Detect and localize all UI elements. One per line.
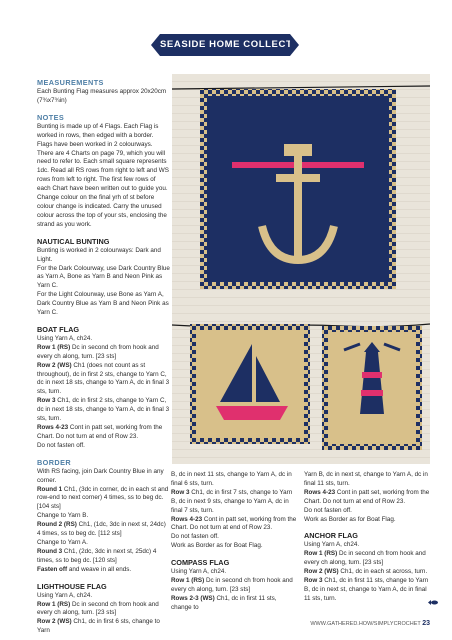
lighthouse-row-1 [37,601,170,619]
boat-row-3 [37,397,170,424]
lighthouse-line-1: Using Yarn A, ch24. [37,591,93,599]
column-left [37,78,170,636]
section-banner [160,34,312,56]
measurements-text: Each Bunting Flag measures approx 20x20cm (7¾x7¾in) [37,88,167,104]
page-footer [310,620,430,627]
compass-line-1: Using Yarn A, ch24. [171,568,227,576]
row-text: Ch1, dc in first 7 sts, change to Yarn B, dc in next 9 sts, change to Yarn A, dc in final 7 sts, turn. [171,488,293,514]
row-label: Rows 4-23 [304,488,336,496]
row-label: Rows 4-23 [37,424,69,431]
anchor-row-3 [304,577,432,604]
border-line-3: Change to Yarn A. [37,538,88,546]
row-text: Cont in patt set, working from the Chart. Do not turn at end of Row 23. [304,488,430,505]
nautical-line-3: For the Light Colourway, use Bone as Yarn A, Dark Country Blue as Yarn B and Neon Pink as Yarn C. [37,291,169,317]
border-line-2: Change to Yarn B. [37,512,89,520]
row-label: Rows 4-23 [171,515,203,523]
lighthouse-flag [322,326,422,450]
bunting-photo [172,74,430,464]
boat-heading: BOAT FLAG [37,324,80,334]
measurements-heading: MEASUREMENTS [37,78,104,87]
row-text: Ch1 (does not count as st throughout), dc in first 2 sts, change to Yarn C, dc in next 18 sts, change to Yarn A, dc in final 3 sts, turn. [37,361,170,396]
lighthouse-row-2 [37,618,170,636]
lighthouse-end-1: Do not fasten off. [171,533,219,541]
row-label: Row 3 [37,397,56,405]
row-text: Ch1, (3dc in corner, dc in each st and row-end to next corner) 4 times, ss to beg dc. [104 sts] [37,485,169,511]
row-label: Row 3 [304,577,323,585]
row-text: and weave in all ends. [67,565,132,573]
row-text: Ch1, dc in first 11 sts, change to [171,594,277,611]
lighthouse-cont-line: B, dc in next 11 sts, change to Yarn A, dc in final 6 sts, turn. [171,471,292,487]
border-heading: BORDER [37,457,72,467]
row-label: Round 3 [37,547,63,555]
fish-icon [428,600,438,605]
lighthouse-row-3 [171,489,297,516]
row-text: Ch1, (1dc, 3dc in next st, 24dc) 4 times, ss to beg dc. [112 sts] [37,521,166,538]
column-right [304,471,432,604]
row-label: Round 1 [37,485,63,493]
boat-end: Do not fasten off. [37,441,85,449]
boat-row-2 [37,362,170,398]
row-text: Ch1, (2dc, 3dc in next st, 25dc) 4 times, ss to beg dc. [120 sts] [37,547,157,564]
row-label: Row 1 (RS) [37,343,71,351]
row-text: Ch1, dc in each st across, turn. [338,568,428,576]
compass-heading: COMPASS FLAG [171,558,230,568]
border-fasten [37,566,170,575]
boat-row-4 [37,424,170,442]
row-label: Rows 2-3 (WS) [171,594,215,602]
row-text: Cont in patt set, working from the Chart. Do not turn at end of Row 23. [37,424,163,440]
row-label: Row 2 (WS) [304,568,339,576]
anchor-row-2 [304,568,432,577]
nautical-line-1: Bunting is worked in 2 colourways: Dark and Light. [37,246,161,263]
nautical-line-2: For the Dark Colourway, use Dark Country Blue as Yarn A, Bone as Yarn B and Neon Pink as Yarn C. [37,264,170,290]
banner-label: SEASIDE HOME COLLECTION [160,39,312,50]
row-text: Cont in patt set, working from the Chart. Do not turn at end of Row 23. [171,515,297,532]
row-label: Row 1 (RS) [37,600,71,608]
compass-row-4 [304,489,432,507]
row-label: Round 2 (RS) [37,521,77,529]
anchor-row-1 [304,550,432,568]
compass-end-2: Work as Border as for Boat Flag. [304,515,396,523]
lighthouse-end-2: Work as Border as for Boat Flag. [171,542,263,550]
page-number: 23 [422,620,430,627]
compass-row-2 [171,595,297,613]
anchor-line-1: Using Yarn A, ch24. [304,541,360,549]
anchor-heading: ANCHOR FLAG [304,531,358,541]
notes-text: Bunting is made up of 4 Flags. Each Flag is worked in rows, then edged with a border. Flags have been worked in 2 colourways. There are 4 Charts on page 79, which you will need to refer to. Each small square represents 1dc. Read all RS rows from right to left and WS rows from left to right. The first few rows of each Chart have been written out to guide you. Change colour on the final yrh of st before colour change is indicated. Carry the unused colour across the top of your sts, enclosing the strand as you work. [37,122,169,228]
notes-heading: NOTES [37,112,65,122]
border-round-1 [37,486,170,513]
row-text: Ch1, dc in first 6 sts, change to Yarn [37,618,160,635]
compass-row-1 [171,577,297,595]
footer-url: WWW.GATHERED.HOW/SIMPLYCROCHET [310,621,421,627]
row-label: Row 1 (RS) [304,550,338,558]
border-line-1: With RS facing, join Dark Country Blue in any corner. [37,467,164,484]
lighthouse-heading: LIGHTHOUSE FLAG [37,581,107,591]
row-label: Row 3 [171,488,190,496]
border-round-3 [37,548,170,566]
row-text: Dc in second ch from hook and every ch along, turn. [23 sts] [304,550,426,567]
nautical-heading: NAUTICAL BUNTING [37,236,110,246]
row-label: Row 1 (RS) [171,577,205,585]
row-text: Dc in second ch from hook and every ch along, turn. [23 sts] [37,343,159,360]
boat-flag [190,324,310,444]
row-label: Row 2 (WS) [37,361,72,369]
row-label: Fasten off [37,565,68,573]
border-round-2 [37,521,170,539]
boat-row-1 [37,344,170,362]
row-label: Row 2 (WS) [37,618,72,626]
row-text: Ch1, dc in first 11 sts, change to Yarn B, dc in next st, change to Yarn A, dc in final 11 sts, turn. [304,577,429,602]
anchor-flag [200,89,396,289]
boat-line-1: Using Yarn A, ch24. [37,334,93,342]
row-text: Dc in second ch from hook and every ch along, turn. [23 sts] [37,600,159,617]
compass-cont-line: Yarn B, dc in next st, change to Yarn A, dc in final 11 sts, turn. [304,471,428,487]
row-text: Dc in second ch from hook and every ch along, turn. [23 sts] [171,577,293,593]
compass-end-1: Do not fasten off. [304,506,352,514]
column-middle [171,471,297,613]
boat-hull-icon [216,406,288,420]
lighthouse-row-4 [171,516,297,534]
row-text: Ch1, dc in first 2 sts, change to Yarn C, dc in next 18 sts, change to Yarn A, dc in final 3 sts, turn. [37,397,170,423]
